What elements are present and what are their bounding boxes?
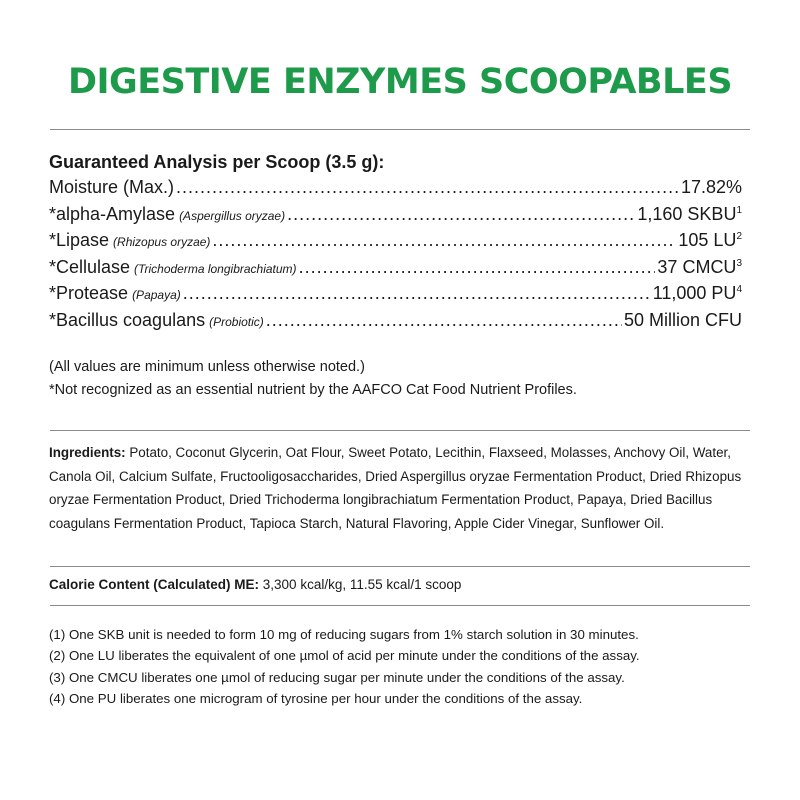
calorie-content bbox=[49, 577, 461, 592]
leader-dots bbox=[183, 283, 651, 304]
footnotes-list bbox=[49, 627, 640, 713]
nutrient-amount: 17.82% bbox=[680, 177, 742, 197]
nutrient-row-moisture bbox=[49, 177, 742, 204]
nutrient-source: (Papaya) bbox=[132, 288, 181, 303]
section-divider bbox=[50, 430, 750, 431]
guaranteed-analysis-heading: Guaranteed Analysis per Scoop (3.5 g): bbox=[49, 152, 385, 172]
leader-dots bbox=[266, 310, 622, 331]
nutrient-amount: 50 Million CFU bbox=[623, 309, 742, 330]
nutrient-source: (Trichoderma longibrachiatum) bbox=[134, 261, 297, 276]
nutrient-source: (Aspergillus oryzae) bbox=[179, 208, 286, 223]
nutrient-source: (Probiotic) bbox=[209, 314, 264, 329]
nutrient-name: Moisture (Max.) bbox=[49, 177, 175, 197]
nutrient-row-cellulase bbox=[49, 257, 742, 284]
ingredients-block bbox=[49, 441, 749, 535]
footnote-2: (2) One LU liberates the equivalent of one µmol of acid per minute under the conditions of the assay. bbox=[49, 648, 640, 664]
ingredients-text: Potato, Coconut Glycerin, Oat Flour, Sweet Potato, Lecithin, Flaxseed, Molasses, Anchovy Oil, Water, Canola Oil, Calcium Sulfate, Fructooligosaccharides, Dried Aspergillus oryzae Fermentation Product, Dried Rhizopus oryzae Fermentation Product, Dried Trichoderma longibrachiatum Fermentation Product, Papaya, Dried Bacillus coagulans Fermentation Product, Tapioca Starch, Natural Flavoring, Apple Cider Vinegar, Sunflower Oil. bbox=[49, 445, 742, 531]
nutrient-name: *Protease bbox=[49, 283, 129, 304]
aafco-note: *Not recognized as an essential nutrient by the AAFCO Cat Food Nutrient Profiles. bbox=[49, 382, 577, 398]
nutrient-row-protease bbox=[49, 283, 742, 310]
nutrient-name: *Lipase bbox=[49, 230, 110, 251]
ingredients-label: Ingredients: bbox=[49, 445, 126, 460]
footnote-ref: 1 bbox=[736, 204, 742, 216]
leader-dots bbox=[176, 177, 679, 198]
nutrient-amount: 11,000 $PU^4$ bbox=[652, 283, 742, 304]
footnote-1: (1) One SKB unit is needed to form 10 mg of reducing sugars from 1% starch solution in 30 minutes. bbox=[49, 627, 639, 642]
leader-dots bbox=[287, 204, 635, 225]
title-divider bbox=[50, 129, 750, 130]
nutrient-amount: 37 CMCU$^3$ bbox=[657, 256, 742, 277]
nutrient-amount: 1,160 SKBU$^1$ bbox=[637, 203, 742, 224]
leader-dots bbox=[212, 230, 676, 251]
section-divider bbox=[50, 605, 750, 606]
leader-dots bbox=[299, 257, 656, 278]
footnote-ref: 3 bbox=[736, 257, 742, 269]
footnote-ref: 2 bbox=[736, 231, 742, 243]
guaranteed-analysis-list bbox=[49, 177, 742, 337]
footnote-4: (4) One PU liberates one microgram of tyrosine per hour under the conditions of the assay. bbox=[49, 691, 583, 707]
calorie-label: Calorie Content (Calculated) ME: bbox=[49, 577, 260, 592]
footnote-ref: 4 bbox=[736, 284, 742, 296]
nutrient-source: (Rhizopus oryzae) bbox=[113, 235, 211, 250]
nutrient-row-lipase bbox=[49, 230, 742, 257]
nutrient-row-bacillus-coagulans bbox=[49, 310, 742, 337]
nutrient-row-alpha-amylase bbox=[49, 204, 742, 231]
calorie-value: 3,300 kcal/kg, 11.55 kcal/1 scoop bbox=[262, 577, 462, 592]
section-divider bbox=[50, 566, 750, 567]
nutrient-name: *Cellulase bbox=[49, 256, 131, 277]
footnote-3: (3) One CMCU liberates one µmol of reducing sugar per minute under the conditions of the assay. bbox=[49, 669, 625, 685]
nutrient-name: *Bacillus coagulans bbox=[49, 309, 206, 330]
nutrient-amount: 105 $LU^2$ bbox=[678, 230, 742, 251]
nutrient-name: *alpha-Amylase bbox=[49, 203, 176, 224]
minimum-values-note: (All values are minimum unless otherwise noted.) bbox=[49, 359, 365, 375]
product-title: DIGESTIVE ENZYMES SCOOPABLES bbox=[67, 62, 733, 102]
